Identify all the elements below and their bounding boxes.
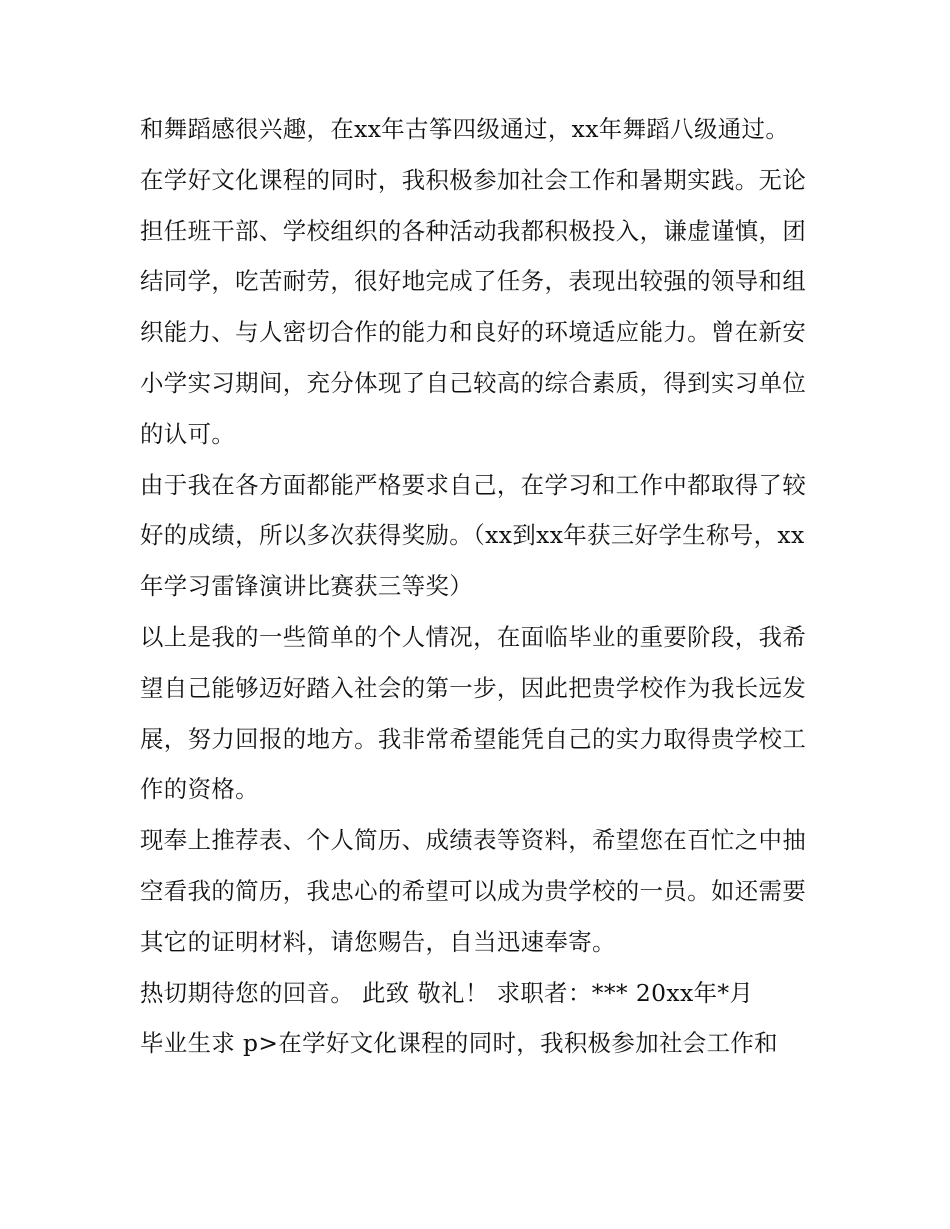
document-body: [140, 104, 820, 1069]
paragraph-awards: 由于我在各方面都能严格要求自己，在学习和工作中都取得了较好的成绩，所以多次获得奖励。（xx到xx年获三好学生称号，xx年学习雷锋演讲比赛获三等奖）: [140, 470, 807, 601]
paragraph-trailing: 毕业生求 p>在学好文化课程的同时，我积极参加社会工作和: [140, 1029, 778, 1058]
paragraph-closing: 热切期待您的回音。 此致 敬礼！ 求职者：*** 20xx年*月: [140, 978, 754, 1007]
paragraph-materials: 现奉上推荐表、个人简历、成绩表等资料，希望您在百忙之中抽空看我的简历，我忠心的希望可以成为贵学校的一员。如还需要其它的证明材料，请您赐告，自当迅速奉寄。: [140, 826, 807, 956]
paragraph-aspiration: 以上是我的一些简单的个人情况，在面临毕业的重要阶段，我希望自己能够迈好踏入社会的第一步，因此把贵学校作为我长远发展，努力回报的地方。我非常希望能凭自己的实力取得贵学校工作的资格。: [140, 622, 807, 804]
paragraph-social-work: 在学好文化课程的同时，我积极参加社会工作和暑期实践。无论担任班干部、学校组织的各种活动我都积极投入，谦虚谨慎，团结同学，吃苦耐劳，很好地完成了任务，表现出较强的领导和组织能力、与人密切合作的能力和良好的环境适应能力。曾在新安小学实习期间，充分体现了自己较高的综合素质，得到实习单位的认可。: [140, 165, 807, 448]
paragraph-hobbies: 和舞蹈感很兴趣，在xx年古筝四级通过，xx年舞蹈八级通过。: [140, 115, 790, 143]
